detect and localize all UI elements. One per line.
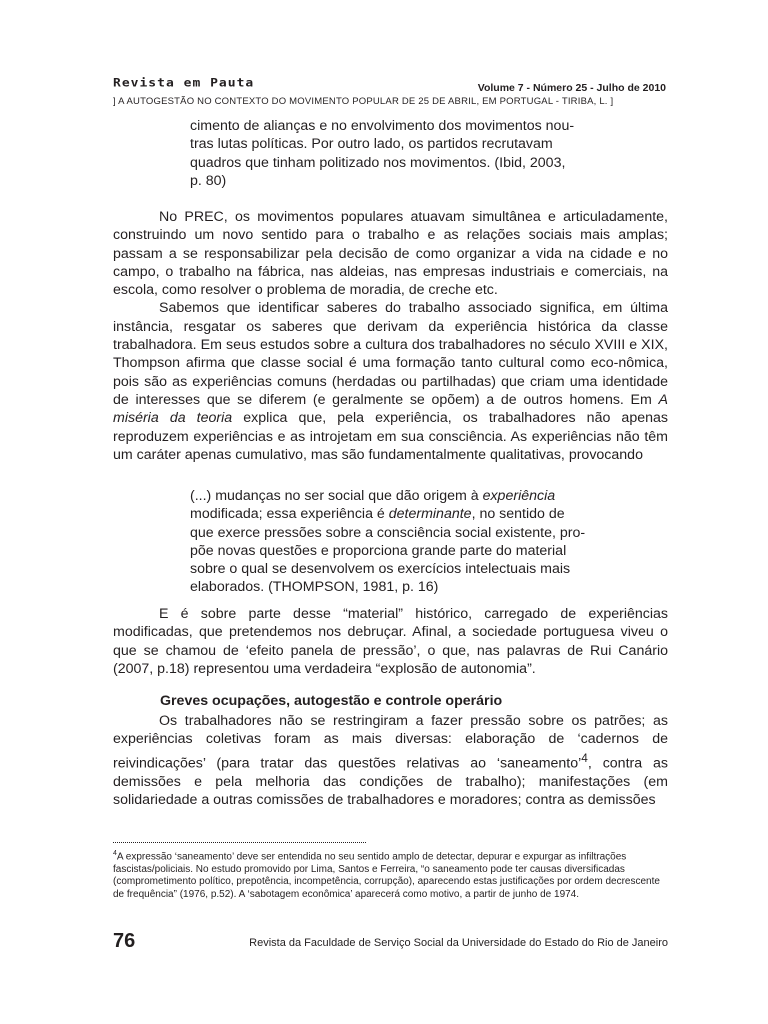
book-title: A miséria da teoria <box>113 391 668 427</box>
journal-logo: Revista em Pauta <box>113 77 255 90</box>
quote-line: cimento de alianças e no envolvimento dos movimentos nou- <box>190 118 575 134</box>
quote-line: quadros que tinham politizado nos movimentos. (Ibid, 2003, <box>190 154 566 171</box>
section-heading: Greves ocupações, autogestão e controle operário <box>160 693 503 709</box>
quote-line: p. 80) <box>190 172 227 189</box>
quote-line: sobre o qual se desenvolvem os exercícios intelectuais mais <box>190 561 571 578</box>
block-quote-2 <box>190 487 630 597</box>
footnote-separator <box>113 842 366 843</box>
body-text <box>113 208 668 464</box>
footnote-ref: 4 <box>581 750 588 765</box>
footnote: $^4$A expressão ‘saneamento’ deve ser entendida no seu sentido amplo de detectar, depurar e expurgar as infiltrações fascistas/policiais. No estudo promovido por Lima, Santos e Ferreira, “o saneamento pode ter causas diversificadas (comprometimento político, prepotência, incompetência, corrupção), aparecendo estas justificações por ordem decrescente de frequência” (1976, p.52). A ‘sabotagem econômica’ aparecerá como motivo, a partir de junho de 1974. <box>113 850 660 900</box>
quote-line: elaborados. (THOMPSON, 1981, p. 16) <box>190 579 439 596</box>
paragraph-prec: No PREC, os movimentos populares atuavam simultânea e articuladamente, construindo um novo sentido para o trabalho e as relações sociais mais amplas; passam a se responsabilizar pela decisão de como organizar a vida na cidade e no campo, o trabalho na fábrica, nas aldeias, nas empresas industriais e comerciais, na escola, como resolver o problema de moradia, de creche etc. <box>113 209 668 299</box>
running-title: ] A AUTOGESTÃO NO CONTEXTO DO MOVIMENTO POPULAR DE 25 DE ABRIL, EM PORTUGAL - TIRIBA, L. ] <box>113 96 614 107</box>
page-number: 76 <box>113 930 136 952</box>
block-quote-1 <box>190 117 630 190</box>
body-text-3 <box>113 712 668 809</box>
paragraph-material: E é sobre parte desse “material” histórico, carregado de experiências modificadas, que pretendemos nos debruçar. Afinal, a sociedade portuguesa viveu o que se chamou de ‘efeito panela de pressão’, o que, nas palavras de Rui Canário (2007, p.18) representou uma verdadeira “explosão de autonomia”. <box>113 606 668 677</box>
quote-line: modificada; essa experiência é determinante, no sentido de <box>190 506 565 523</box>
paragraph-greves: Os trabalhadores não se restringiram a fazer pressão sobre os patrões; as experiências coletivas foram as mais diversas: elaboração de ‘cadernos de reivindicações’ (para tratar das questões relativas ao ‘saneamento’$^4$, contra as demissões e pela melhoria das condições de trabalho); manifestações (em solidariedade a outras comissões de trabalhadores e moradores; contra as demissões <box>113 713 668 808</box>
quote-line: que exerce pressões sobre a consciência social existente, pro- <box>190 524 586 541</box>
quote-line: (...) mudanças no ser social que dão origem à experiência <box>190 488 556 504</box>
body-text-2 <box>113 605 668 678</box>
quote-line: põe novas questões e proporciona grande parte do material <box>190 542 567 559</box>
paragraph-thompson: Sabemos que identificar saberes do trabalho associado significa, em última instância, resgatar os saberes que derivam da experiência histórica da classe trabalhadora. Em seus estudos sobre a cultura dos trabalhadores no século XVIII e XIX, Thompson afirma que classe social é uma formação tanto cultural como eco-nômica, pois são as experiências comuns (herdadas ou partilhadas) que criam uma identidade de interesses que se diferem (e geralmente se opõem) a de outros homens. Em A miséria da teoria explica que, pela experiência, os trabalhadores não apenas reproduzem experiências e as introjetam em sua consciência. As experiências não têm um caráter apenas cumulativo, mas são fundamentalmente qualitativas, provocando <box>113 300 668 463</box>
footnote-number: 4 <box>113 850 117 857</box>
quote-line: tras lutas políticas. Por outro lado, os partidos recrutavam <box>190 136 553 153</box>
issue-info: Volume 7 - Número 25 - Julho de 2010 <box>477 82 666 94</box>
footer-journal-name: Revista da Faculdade de Serviço Social da Universidade do Estado do Rio de Janeiro <box>249 937 668 949</box>
